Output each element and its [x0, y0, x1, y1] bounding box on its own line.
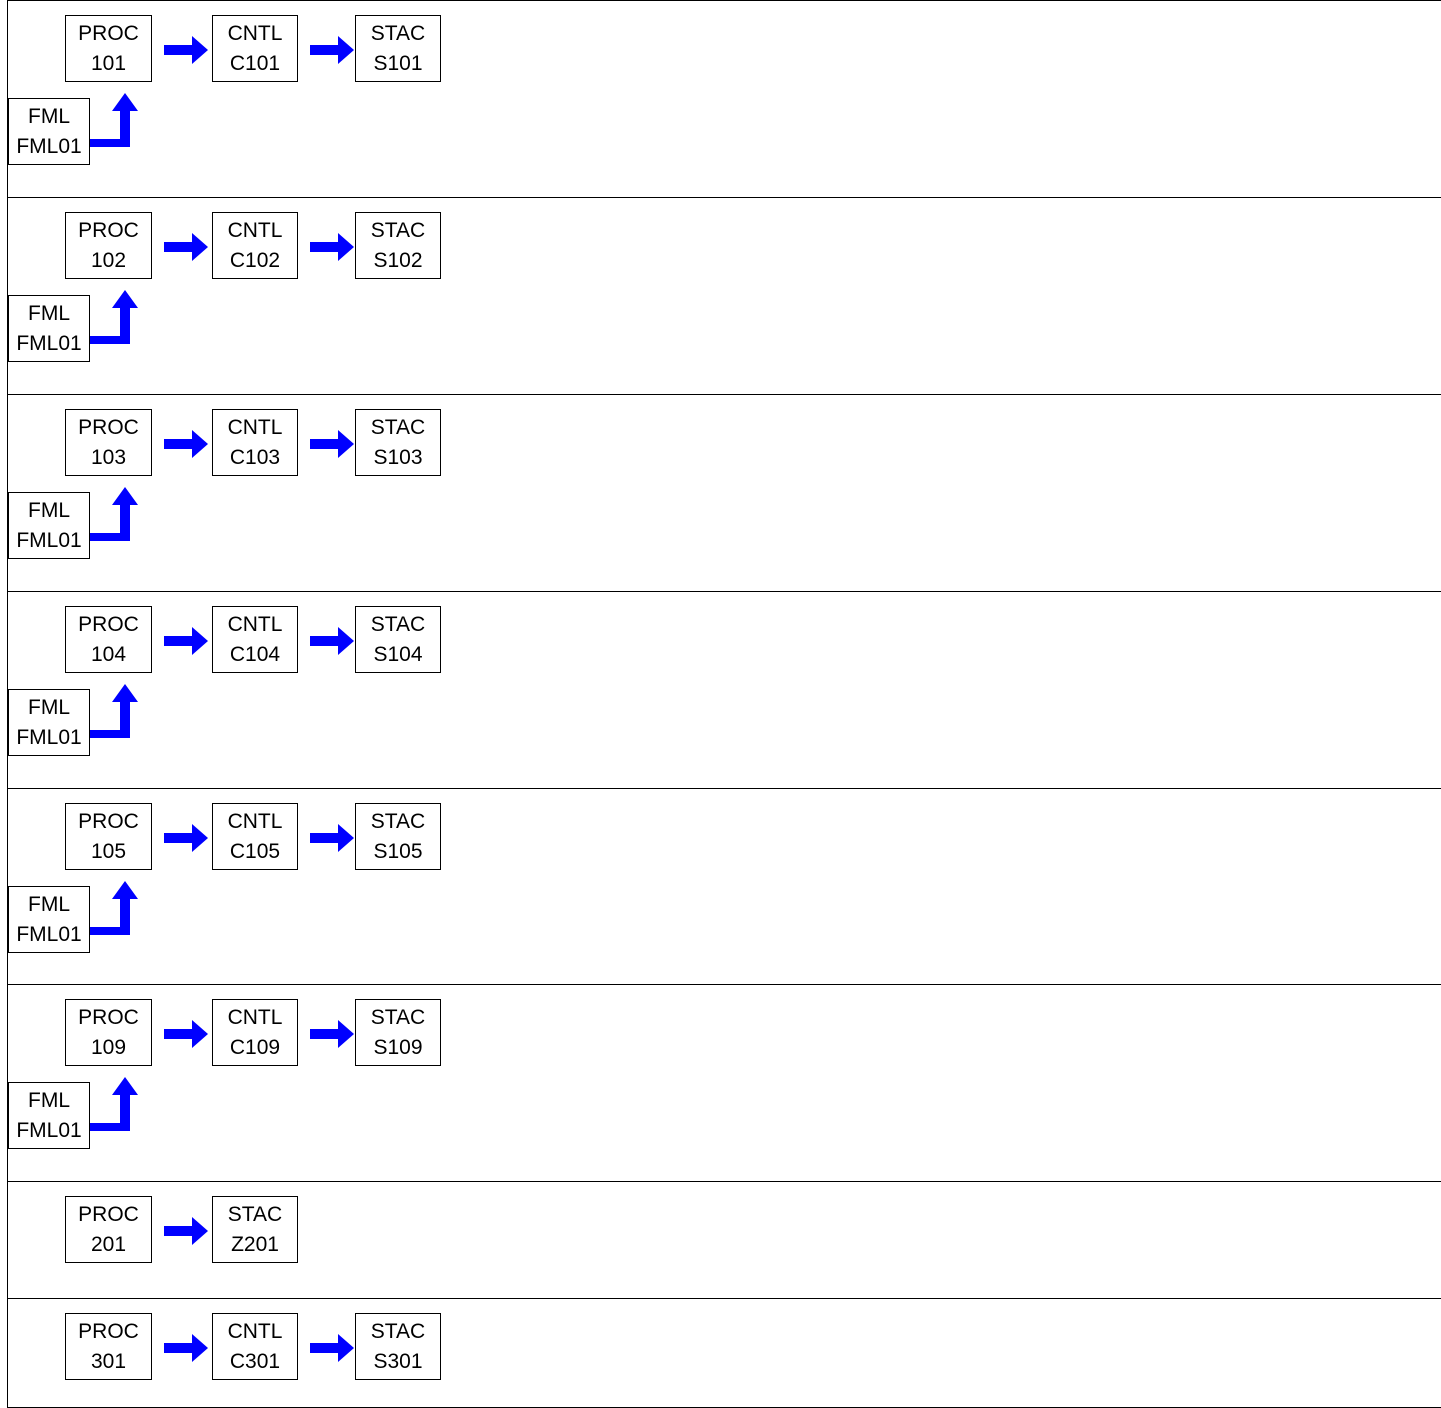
stac-node-type: STAC: [370, 415, 426, 439]
fml-input-node-id: FML01: [16, 528, 82, 552]
proc-node: [65, 409, 152, 476]
cntl-node-id: C104: [229, 642, 281, 666]
fml-input-node: [8, 98, 90, 165]
proc-node-type: PROC: [78, 21, 139, 45]
elbow-arrow-icon: [90, 684, 134, 744]
cntl-node-id: C109: [229, 1035, 281, 1059]
cntl-node-id: C101: [229, 51, 281, 75]
proc-node-id: 109: [90, 1035, 127, 1059]
cntl-node: [212, 15, 298, 82]
fml-input-node: [8, 689, 90, 756]
right-arrow-icon: [164, 1330, 208, 1366]
proc-node-type: PROC: [78, 1005, 139, 1029]
stac-node-id: S102: [373, 248, 423, 272]
right-arrow-icon: [164, 1213, 208, 1249]
right-arrow-icon: [310, 1330, 354, 1366]
proc-node-id: 201: [90, 1232, 127, 1256]
fml-input-node: [8, 492, 90, 559]
row-separator: [7, 591, 1441, 592]
stac-node-id: S103: [373, 445, 423, 469]
proc-node: [65, 1196, 152, 1263]
stac-node-id: S109: [373, 1035, 423, 1059]
stac-node-id: Z201: [231, 1232, 279, 1256]
row-separator: [7, 1298, 1441, 1299]
row-separator: [7, 394, 1441, 395]
right-arrow-icon: [164, 820, 208, 856]
fml-input-node-id: FML01: [16, 134, 82, 158]
row-separator: [7, 0, 1441, 1]
stac-node: [355, 212, 441, 279]
fml-input-node-type: FML: [28, 892, 70, 916]
fml-input-node-id: FML01: [16, 331, 82, 355]
stac-node-type: STAC: [370, 218, 426, 242]
fml-input-node: [8, 295, 90, 362]
right-arrow-icon: [164, 32, 208, 68]
right-arrow-icon: [310, 1016, 354, 1052]
proc-node: [65, 1313, 152, 1380]
stac-node-type: STAC: [370, 809, 426, 833]
stac-node-type: STAC: [227, 1202, 283, 1226]
cntl-node-type: CNTL: [227, 21, 283, 45]
stac-node: [355, 1313, 441, 1380]
cntl-node-id: C301: [229, 1349, 281, 1373]
cntl-node: [212, 212, 298, 279]
proc-node-id: 102: [90, 248, 127, 272]
right-arrow-icon: [310, 820, 354, 856]
cntl-node-type: CNTL: [227, 1319, 283, 1343]
proc-node: [65, 803, 152, 870]
proc-node-type: PROC: [78, 612, 139, 636]
row-separator: [7, 1181, 1441, 1182]
right-arrow-icon: [310, 32, 354, 68]
cntl-node: [212, 999, 298, 1066]
elbow-arrow-icon: [90, 93, 134, 153]
right-arrow-icon: [164, 426, 208, 462]
stac-node: [355, 999, 441, 1066]
fml-input-node-id: FML01: [16, 922, 82, 946]
right-arrow-icon: [310, 426, 354, 462]
proc-node-type: PROC: [78, 1319, 139, 1343]
fml-input-node: [8, 1082, 90, 1149]
proc-node-type: PROC: [78, 218, 139, 242]
stac-node-id: S301: [373, 1349, 423, 1373]
stac-node: [355, 606, 441, 673]
fml-input-node: [8, 886, 90, 953]
cntl-node: [212, 1313, 298, 1380]
proc-node: [65, 999, 152, 1066]
proc-node-type: PROC: [78, 809, 139, 833]
proc-node-id: 104: [90, 642, 127, 666]
cntl-node-type: CNTL: [227, 809, 283, 833]
right-arrow-icon: [164, 1016, 208, 1052]
stac-node: [355, 409, 441, 476]
cntl-node-type: CNTL: [227, 1005, 283, 1029]
proc-node-id: 103: [90, 445, 127, 469]
proc-node: [65, 15, 152, 82]
cntl-node-type: CNTL: [227, 415, 283, 439]
cntl-node-id: C102: [229, 248, 281, 272]
proc-node-type: PROC: [78, 1202, 139, 1226]
proc-node-id: 101: [90, 51, 127, 75]
stac-node-id: S101: [373, 51, 423, 75]
stac-node: [355, 15, 441, 82]
elbow-arrow-icon: [90, 487, 134, 547]
cntl-node: [212, 606, 298, 673]
cntl-node-type: CNTL: [227, 218, 283, 242]
fml-input-node-id: FML01: [16, 725, 82, 749]
stac-node-type: STAC: [370, 1319, 426, 1343]
stac-node-type: STAC: [370, 1005, 426, 1029]
proc-node: [65, 212, 152, 279]
cntl-node: [212, 803, 298, 870]
fml-input-node-type: FML: [28, 498, 70, 522]
elbow-arrow-icon: [90, 290, 134, 350]
cntl-node-id: C105: [229, 839, 281, 863]
row-separator: [7, 788, 1441, 789]
fml-input-node-type: FML: [28, 104, 70, 128]
cntl-node: [212, 409, 298, 476]
stac-node: [355, 803, 441, 870]
right-arrow-icon: [164, 229, 208, 265]
stac-node-type: STAC: [370, 21, 426, 45]
stac-node-type: STAC: [370, 612, 426, 636]
right-arrow-icon: [310, 229, 354, 265]
right-arrow-icon: [164, 623, 208, 659]
elbow-arrow-icon: [90, 881, 134, 941]
stac-node: [212, 1196, 298, 1263]
row-separator: [7, 984, 1441, 985]
fml-input-node-type: FML: [28, 1088, 70, 1112]
fml-input-node-id: FML01: [16, 1118, 82, 1142]
elbow-arrow-icon: [90, 1077, 134, 1137]
stac-node-id: S105: [373, 839, 423, 863]
cntl-node-id: C103: [229, 445, 281, 469]
fml-input-node-type: FML: [28, 301, 70, 325]
proc-node-id: 301: [90, 1349, 127, 1373]
proc-node-id: 105: [90, 839, 127, 863]
fml-input-node-type: FML: [28, 695, 70, 719]
proc-node: [65, 606, 152, 673]
proc-node-type: PROC: [78, 415, 139, 439]
cntl-node-type: CNTL: [227, 612, 283, 636]
stac-node-id: S104: [373, 642, 423, 666]
row-separator: [7, 197, 1441, 198]
right-arrow-icon: [310, 623, 354, 659]
